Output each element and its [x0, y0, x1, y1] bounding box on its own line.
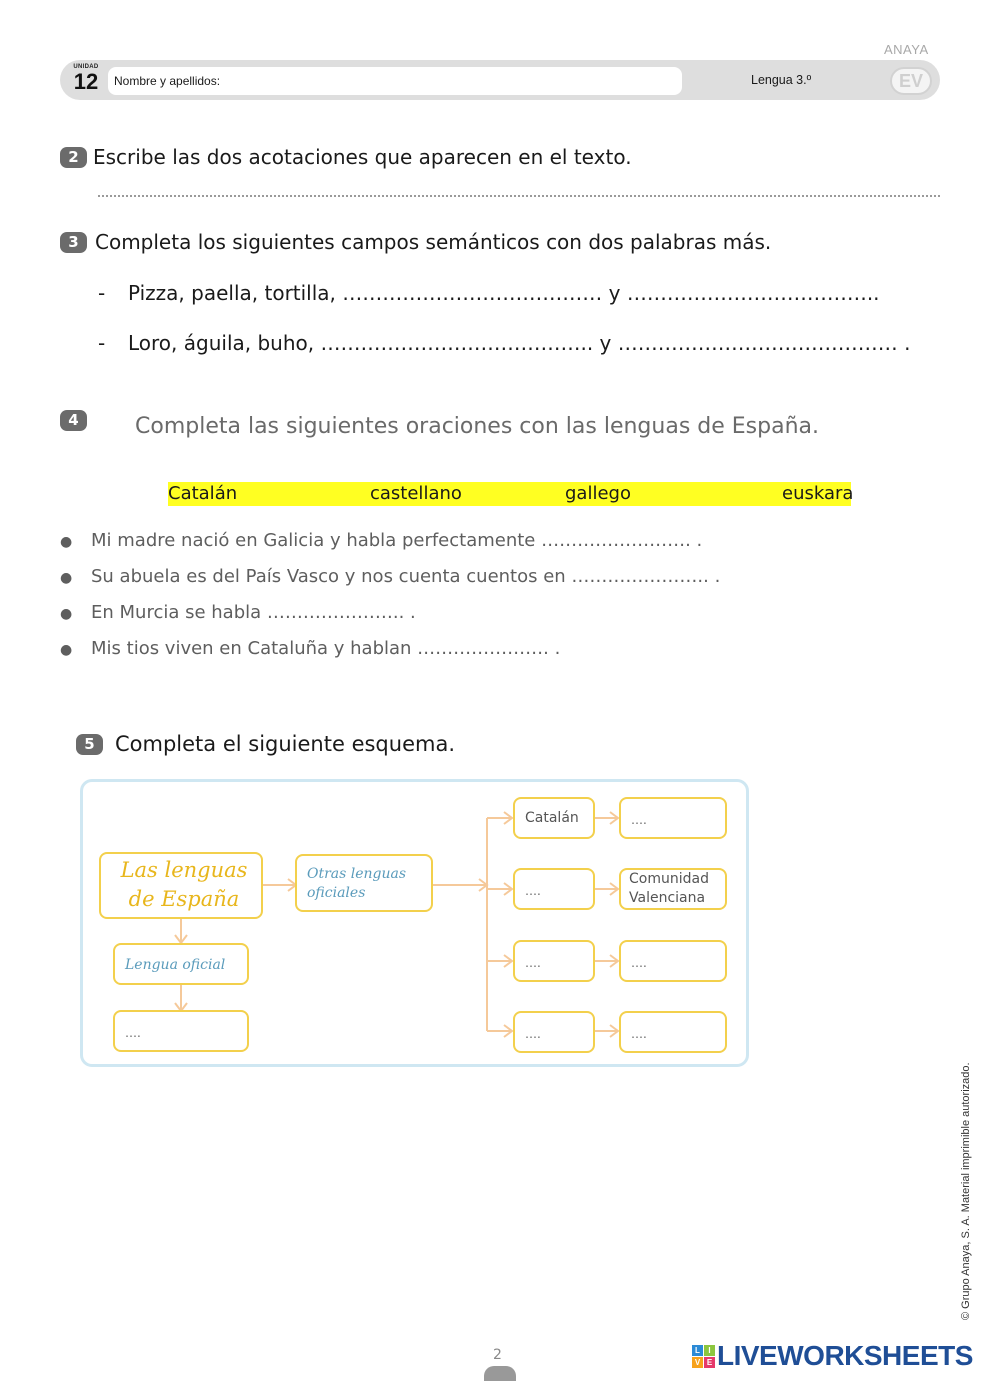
ev-badge: EV [890, 67, 932, 95]
question-2 [60, 145, 632, 169]
blank-text: …. [525, 884, 541, 898]
scheme-diagram [80, 779, 749, 1067]
list-dash: - [98, 331, 106, 355]
question-number: 3 [60, 232, 87, 253]
word-bank [168, 482, 854, 506]
sentence-item[interactable] [60, 530, 702, 551]
scheme-language-label: Catalán [525, 810, 579, 826]
list-item[interactable] [98, 281, 880, 305]
blank-text: …. [125, 1026, 141, 1040]
sentence-text: Mis tios viven en Cataluña y hablan …………………. . [91, 638, 561, 659]
list-item-text: Loro, águila, buho, ………………………………….. y …………………………………… . [128, 331, 911, 355]
unit-label: UNIDAD [73, 64, 99, 70]
logo-letter: I [704, 1345, 715, 1356]
question-number: 4 [60, 410, 87, 431]
publisher-logo: ANAYA [884, 42, 929, 57]
unit-number: 12 [73, 69, 99, 94]
sentence-item[interactable] [60, 566, 720, 587]
sentence-text: Su abuela es del País Vasco y nos cuenta cuentos en ………………….. . [91, 566, 721, 587]
logo-letter: E [704, 1357, 715, 1368]
name-field[interactable] [108, 67, 682, 95]
list-item-text: Pizza, paella, tortilla, ………………………………… y ……………………………….. [128, 281, 880, 305]
blank-text: …. [525, 956, 541, 970]
logo-letter: L [692, 1345, 703, 1356]
liveworksheets-logo [692, 1340, 973, 1372]
scheme-official-label: Lengua oficial [125, 957, 226, 973]
unit-badge [66, 64, 106, 96]
bullet-icon: ● [60, 534, 73, 550]
question-title: Escribe las dos acotaciones que aparecen en el texto. [93, 145, 632, 169]
scheme-root-label: Las lenguas de España [120, 858, 248, 911]
bullet-icon: ● [60, 606, 73, 622]
blank-text: …. [631, 1027, 647, 1041]
question-title: Completa el siguiente esquema. [115, 732, 455, 756]
word-bank-item: gallego [565, 483, 631, 504]
question-number: 5 [76, 734, 103, 755]
scheme-region-label: Comunidad Valenciana [629, 871, 709, 906]
logo-letter: V [692, 1357, 703, 1368]
course-label: Lengua 3.º [751, 73, 812, 87]
question-3 [60, 230, 771, 254]
word-bank-item: castellano [370, 483, 462, 504]
question-title: Completa las siguientes oraciones con las lenguas de España. [135, 414, 819, 439]
name-label: Nombre y apellidos: [114, 74, 221, 88]
liveworksheets-icon [692, 1345, 715, 1368]
sentence-item[interactable] [60, 602, 416, 623]
bullet-icon: ● [60, 642, 73, 658]
question-title: Completa los siguientes campos semánticos con dos palabras más. [95, 230, 772, 254]
sentence-text: Mi madre nació en Galicia y habla perfectamente ……………………. . [91, 530, 703, 551]
question-number: 2 [60, 147, 87, 168]
word-bank-item: euskara [782, 483, 854, 504]
page-number: 2 [493, 1347, 502, 1363]
scheme-others-label: Otras lenguas oficiales [307, 866, 407, 901]
answer-line[interactable] [98, 195, 940, 197]
liveworksheets-wordmark: LIVEWORKSHEETS [717, 1340, 973, 1371]
blank-text: …. [525, 1027, 541, 1041]
blank-text: …. [631, 956, 647, 970]
word-bank-item: Catalán [168, 483, 238, 504]
page-tab [484, 1366, 516, 1381]
list-item[interactable] [98, 331, 910, 355]
copyright-note: © Grupo Anaya, S. A. Material imprimible autorizado. [960, 1062, 972, 1320]
blank-text: …. [631, 813, 647, 827]
bullet-icon: ● [60, 570, 73, 586]
sentence-text: En Murcia se habla ………………….. . [91, 602, 416, 623]
sentence-item[interactable] [60, 638, 560, 659]
list-dash: - [98, 281, 106, 305]
